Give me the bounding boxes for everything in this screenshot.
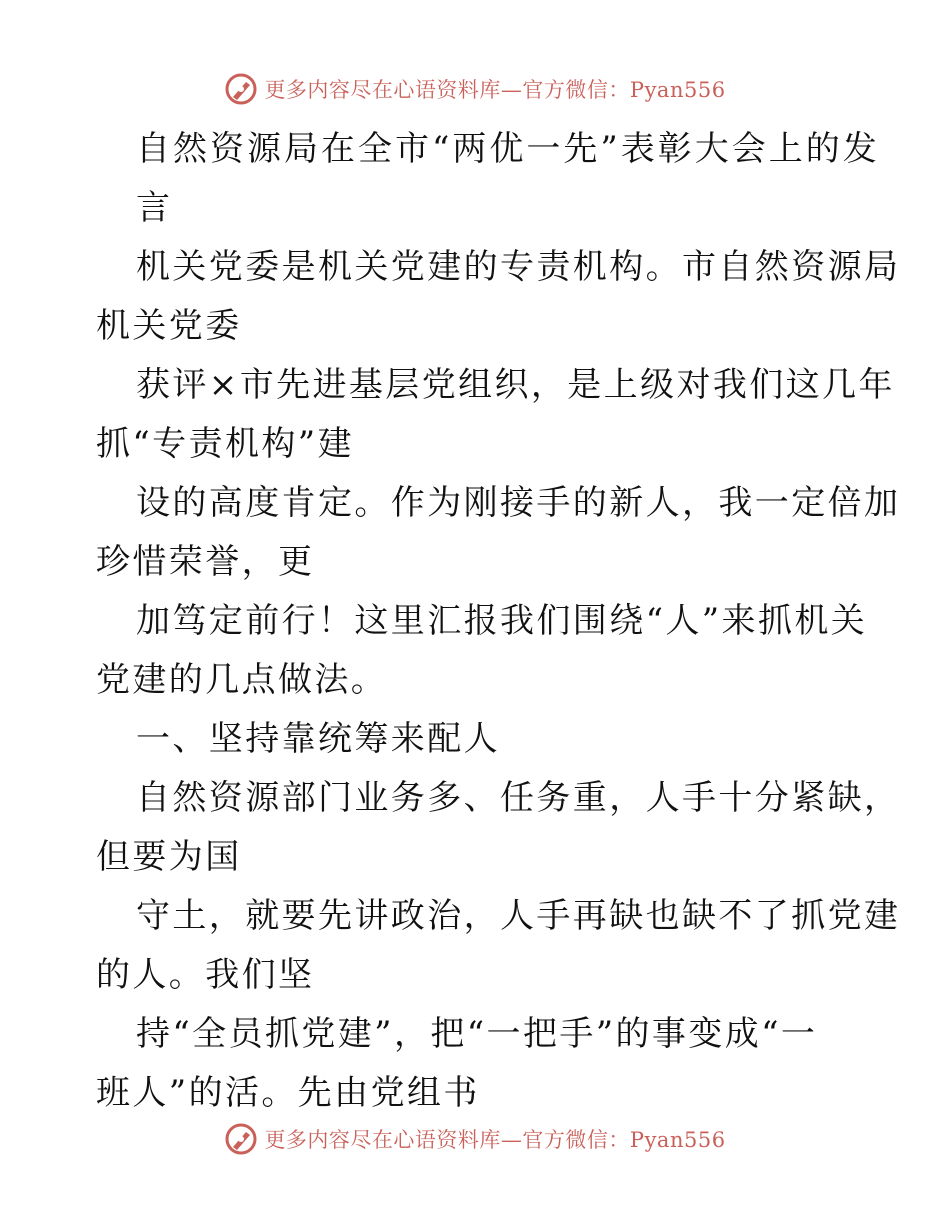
watermark-text: 更多内容尽在心语资料库—官方微信：Pyan556	[264, 78, 726, 102]
text-line: 获评×市先进基层党组织，是上级对我们这几年	[136, 365, 895, 405]
text-line: 持“全员抓党建”，把“一把手”的事变成“一	[136, 1014, 818, 1054]
text-line: 机关党委	[96, 306, 242, 346]
document-body	[96, 120, 901, 1123]
header-watermark	[0, 72, 950, 106]
text-line: 的人。我们坚	[96, 955, 315, 995]
text-line: 珍惜荣誉，更	[96, 542, 315, 582]
text-line: 加笃定前行！这里汇报我们围绕“人”来抓机关	[136, 601, 868, 641]
text-line: 一、坚持靠统筹来配人	[136, 719, 500, 759]
text-line: 党建的几点做法。	[96, 660, 388, 700]
pen-logo-icon	[224, 72, 258, 106]
text-line: 自然资源局在全市“两优一先”表彰大会上的发	[136, 129, 880, 169]
text-line: 自然资源部门业务多、任务重，人手十分紧缺，	[136, 778, 901, 818]
text-line: 抓“专责机构”建	[96, 424, 354, 464]
text-line: 设的高度肯定。作为刚接手的新人，我一定倍加	[136, 483, 901, 523]
text-line: 守土，就要先讲政治，人手再缺也缺不了抓党建	[136, 896, 901, 936]
pen-logo-icon	[224, 1122, 258, 1156]
text-line: 班人”的活。先由党组书	[96, 1073, 480, 1113]
text-line: 但要为国	[96, 837, 242, 877]
footer-watermark	[0, 1122, 950, 1156]
text-line: 言	[136, 188, 173, 228]
text-line: 机关党委是机关党建的专责机构。市自然资源局	[136, 247, 901, 287]
watermark-text: 更多内容尽在心语资料库—官方微信：Pyan556	[264, 1128, 726, 1152]
